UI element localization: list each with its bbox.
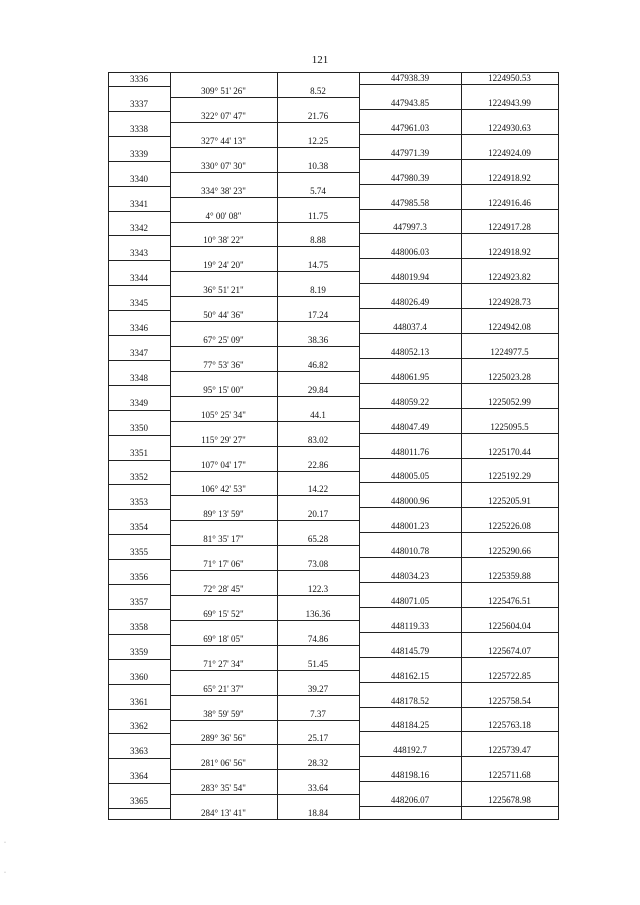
- row-divider: [170, 246, 359, 247]
- y-coordinate: 1224977.5: [490, 346, 529, 357]
- row-divider: [108, 559, 170, 560]
- row-divider: [170, 670, 359, 671]
- point-id: 3359: [130, 646, 148, 657]
- row-divider: [359, 109, 558, 110]
- row-divider: [170, 296, 359, 297]
- point-id: 3345: [130, 298, 148, 309]
- y-coordinate: 1225359.88: [488, 571, 531, 581]
- point-id: 3355: [130, 547, 148, 558]
- y-coordinate: 1224918.92: [488, 172, 531, 183]
- row-divider: [170, 421, 359, 422]
- segment-distance: 8.88: [310, 235, 326, 246]
- segment-distance: 25.17: [307, 733, 329, 744]
- x-coordinate: 448037.4: [393, 322, 427, 332]
- x-coordinate: 448010.78: [390, 546, 430, 557]
- segment-distance: 11.75: [308, 210, 328, 221]
- segment-distance: 28.32: [307, 758, 329, 769]
- row-divider: [170, 446, 359, 447]
- row-divider: [170, 346, 359, 347]
- point-id: 3337: [130, 98, 148, 109]
- row-divider: [359, 184, 558, 185]
- bearing-angle: 71° 17' 06": [203, 559, 244, 570]
- x-coordinate: 447997.3: [393, 222, 427, 233]
- row-divider: [359, 707, 558, 708]
- row-divider: [108, 808, 170, 809]
- row-divider: [359, 283, 558, 284]
- bearing-angle: 19° 24' 20": [203, 260, 244, 271]
- point-id: 3339: [130, 148, 148, 159]
- point-id: 3352: [130, 472, 148, 483]
- y-coordinate: 1224950.53: [488, 73, 531, 83]
- y-coordinate: 1225678.98: [488, 795, 531, 806]
- row-divider: [108, 211, 170, 212]
- y-coordinate: 1225763.18: [488, 720, 531, 731]
- x-coordinate: 448071.05: [390, 595, 430, 606]
- row-divider: [108, 484, 170, 485]
- x-coordinate: 447938.39: [390, 73, 430, 83]
- page-number: 121: [311, 54, 329, 66]
- point-id: 3338: [130, 123, 148, 134]
- y-coordinate: 1225226.08: [488, 521, 531, 532]
- bearing-angle: 283° 35' 54": [201, 783, 246, 794]
- point-id: 3349: [130, 397, 148, 408]
- y-coordinate: 1225170.44: [488, 446, 531, 457]
- row-divider: [170, 371, 359, 372]
- bearing-angle: 72° 28' 45": [203, 584, 244, 594]
- point-id: 3361: [130, 696, 148, 707]
- row-divider: [108, 285, 170, 286]
- y-coordinate: 1225674.07: [488, 645, 531, 656]
- row-divider: [170, 147, 359, 148]
- bearing-angle: 330° 07' 30": [201, 160, 246, 171]
- row-divider: [359, 209, 558, 210]
- row-divider: [170, 271, 359, 272]
- segment-distance: 74.86: [307, 633, 329, 644]
- segment-distance: 8.52: [310, 86, 326, 96]
- row-divider: [108, 86, 170, 87]
- segment-distance: 65.28: [307, 534, 329, 545]
- x-coordinate: 448011.76: [391, 446, 429, 457]
- bearing-angle: 89° 13' 59": [203, 509, 244, 520]
- bearing-angle: 289° 36' 56": [201, 733, 246, 744]
- bearing-angle: 284° 13' 41": [201, 808, 246, 819]
- segment-distance: 38.36: [307, 335, 329, 345]
- row-divider: [359, 258, 558, 259]
- row-divider: [359, 84, 558, 85]
- x-coordinate: 447961.03: [390, 122, 430, 133]
- y-coordinate: 1225095.5: [490, 421, 529, 432]
- bearing-angle: 69° 15' 52": [203, 608, 244, 619]
- y-coordinate: 1225192.29: [488, 471, 531, 482]
- row-divider: [359, 557, 558, 558]
- x-coordinate: 448001.23: [390, 521, 430, 532]
- segment-distance: 122.3: [307, 584, 329, 594]
- row-divider: [108, 534, 170, 535]
- y-coordinate: 1224928.73: [488, 297, 531, 308]
- row-divider: [359, 159, 558, 160]
- row-divider: [170, 595, 359, 596]
- row-divider: [359, 607, 558, 608]
- row-divider: [359, 408, 558, 409]
- row-divider: [170, 720, 359, 721]
- row-divider: [359, 731, 558, 732]
- segment-distance: 51.45: [307, 658, 329, 669]
- bearing-angle: 50° 44' 36": [203, 310, 244, 321]
- row-divider: [108, 435, 170, 436]
- x-coordinate: 448005.05: [390, 471, 430, 482]
- segment-distance: 33.64: [307, 783, 329, 794]
- row-divider: [170, 744, 359, 745]
- row-divider: [359, 657, 558, 658]
- row-divider: [170, 769, 359, 770]
- x-coordinate: 448026.49: [390, 297, 430, 308]
- row-divider: [170, 570, 359, 571]
- point-id: 3344: [130, 273, 148, 284]
- y-coordinate: 1225052.99: [488, 396, 531, 407]
- x-coordinate: 448192.7: [393, 745, 427, 756]
- row-divider: [170, 122, 359, 123]
- point-id: 3350: [130, 422, 148, 433]
- row-divider: [359, 632, 558, 633]
- bearing-angle: 309° 51' 26": [201, 86, 246, 96]
- row-divider: [170, 97, 359, 98]
- segment-distance: 73.08: [307, 559, 329, 570]
- bearing-angle: 107° 04' 17": [201, 459, 246, 470]
- point-id: 3365: [130, 796, 148, 807]
- row-divider: [108, 136, 170, 137]
- y-coordinate: 1225023.28: [488, 371, 531, 382]
- y-coordinate: 1224942.08: [488, 322, 531, 332]
- segment-distance: 44.1: [310, 409, 326, 420]
- point-id: 3358: [130, 621, 148, 632]
- y-coordinate: 1224924.09: [488, 147, 531, 158]
- row-divider: [359, 756, 558, 757]
- point-id: 3356: [130, 572, 148, 582]
- point-id: 3341: [130, 198, 148, 209]
- segment-distance: 5.74: [310, 185, 326, 196]
- bearing-angle: 65° 21' 37": [203, 683, 244, 694]
- x-coordinate: 448198.16: [390, 770, 430, 781]
- row-divider: [170, 794, 359, 795]
- row-divider: [170, 471, 359, 472]
- row-divider: [359, 458, 558, 459]
- x-coordinate: 448059.22: [390, 396, 430, 407]
- point-id: 3340: [130, 173, 148, 184]
- bearing-angle: 81° 35' 17": [203, 534, 244, 545]
- x-coordinate: 448000.96: [390, 496, 430, 507]
- row-divider: [359, 333, 558, 334]
- bearing-angle: 105° 25' 34": [201, 409, 246, 420]
- point-id: 3346: [130, 323, 148, 333]
- point-id: 3364: [130, 771, 148, 782]
- row-divider: [108, 733, 170, 734]
- row-divider: [359, 233, 558, 234]
- segment-distance: 136.36: [305, 608, 331, 619]
- row-divider: [359, 806, 558, 807]
- y-coordinate: 1225290.66: [488, 546, 531, 557]
- point-id: 3357: [130, 596, 148, 607]
- row-divider: [170, 520, 359, 521]
- bearing-angle: 334° 38' 23": [201, 185, 246, 196]
- y-coordinate: 1224917.28: [488, 222, 531, 233]
- x-coordinate: 448119.33: [391, 620, 429, 631]
- row-divider: [108, 758, 170, 759]
- bearing-angle: 4° 00' 08": [205, 210, 242, 221]
- y-coordinate: 1225604.04: [488, 620, 531, 631]
- bearing-angle: 77° 53' 36": [203, 359, 244, 370]
- row-divider: [359, 682, 558, 683]
- segment-distance: 83.02: [307, 434, 329, 445]
- row-divider: [359, 308, 558, 309]
- row-divider: [359, 507, 558, 508]
- row-divider: [359, 582, 558, 583]
- y-coordinate: 1224916.46: [488, 197, 531, 208]
- row-divider: [108, 260, 170, 261]
- row-divider: [108, 310, 170, 311]
- row-divider: [108, 509, 170, 510]
- segment-distance: 29.84: [307, 384, 329, 395]
- bearing-angle: 281° 06' 56": [201, 758, 246, 769]
- row-divider: [170, 645, 359, 646]
- segment-distance: 7.37: [310, 708, 326, 719]
- bearing-angle: 10° 38' 22": [203, 235, 244, 246]
- bearing-angle: 322° 07' 47": [201, 110, 246, 121]
- segment-distance: 39.27: [307, 683, 329, 694]
- y-coordinate: 1225711.68: [488, 770, 531, 781]
- row-divider: [108, 111, 170, 112]
- segment-distance: 22.86: [307, 459, 329, 470]
- bearing-angle: 67° 25' 09": [203, 335, 244, 345]
- segment-distance: 21.76: [307, 110, 329, 121]
- segment-distance: 20.17: [307, 509, 329, 520]
- bearing-angle: 71° 27' 34": [203, 658, 244, 669]
- row-divider: [108, 783, 170, 784]
- y-coordinate: 1225205.91: [488, 496, 531, 507]
- y-coordinate: 1225758.54: [488, 695, 531, 706]
- segment-distance: 12.25: [307, 135, 329, 146]
- point-id: 3342: [130, 223, 148, 234]
- point-id: 3354: [130, 522, 148, 533]
- scan-artifact: ·: [4, 840, 6, 846]
- row-divider: [359, 781, 558, 782]
- row-divider: [170, 172, 359, 173]
- x-coordinate: 448019.94: [390, 272, 430, 283]
- y-coordinate: 1225476.51: [488, 595, 531, 606]
- row-divider: [359, 482, 558, 483]
- scan-artifact: ·: [4, 870, 6, 876]
- point-id: 3353: [130, 497, 148, 508]
- y-coordinate: 1225722.85: [488, 670, 531, 681]
- bearing-angle: 115° 29' 27": [201, 434, 246, 445]
- row-divider: [108, 659, 170, 660]
- x-coordinate: 447980.39: [390, 172, 430, 183]
- bearing-angle: 69° 18' 05": [203, 633, 244, 644]
- row-divider: [359, 383, 558, 384]
- point-id: 3343: [130, 248, 148, 259]
- row-divider: [170, 321, 359, 322]
- x-coordinate: 448178.52: [390, 695, 430, 706]
- row-divider: [108, 684, 170, 685]
- row-divider: [108, 410, 170, 411]
- bearing-angle: 36° 51' 21": [203, 285, 244, 296]
- row-divider: [108, 609, 170, 610]
- x-coordinate: 448034.23: [390, 571, 430, 581]
- point-id: 3336: [130, 74, 148, 84]
- y-coordinate: 1224930.63: [488, 122, 531, 133]
- row-divider: [108, 360, 170, 361]
- bearing-angle: 106° 42' 53": [201, 484, 246, 495]
- segment-distance: 14.75: [307, 260, 329, 271]
- column-line: [558, 72, 559, 820]
- row-divider: [108, 335, 170, 336]
- x-coordinate: 447971.39: [390, 147, 430, 158]
- segment-distance: 17.24: [307, 310, 329, 321]
- row-divider: [108, 709, 170, 710]
- x-coordinate: 448061.95: [390, 371, 430, 382]
- row-divider: [359, 358, 558, 359]
- row-divider: [170, 819, 359, 820]
- row-divider: [108, 460, 170, 461]
- segment-distance: 18.84: [307, 808, 329, 819]
- segment-distance: 46.82: [307, 359, 329, 370]
- x-coordinate: 448145.79: [390, 645, 430, 656]
- row-divider: [170, 495, 359, 496]
- row-divider: [359, 433, 558, 434]
- bearing-angle: 38° 59' 59": [203, 708, 244, 719]
- point-id: 3348: [130, 372, 148, 383]
- row-divider: [170, 197, 359, 198]
- row-divider: [170, 222, 359, 223]
- bearing-angle: 327° 44' 13": [201, 135, 246, 146]
- row-divider: [170, 396, 359, 397]
- coordinates-table: [108, 72, 558, 820]
- x-coordinate: 448052.13: [390, 346, 430, 357]
- segment-distance: 10.38: [307, 160, 329, 171]
- x-coordinate: 447943.85: [390, 97, 430, 108]
- row-divider: [108, 584, 170, 585]
- point-id: 3363: [130, 746, 148, 757]
- y-coordinate: 1224923.82: [488, 272, 531, 283]
- row-divider: [359, 134, 558, 135]
- point-id: 3347: [130, 347, 148, 358]
- y-coordinate: 1224918.92: [488, 247, 531, 258]
- row-divider: [170, 545, 359, 546]
- row-divider: [108, 385, 170, 386]
- row-divider: [170, 620, 359, 621]
- x-coordinate: 448006.03: [390, 247, 430, 258]
- bearing-angle: 95° 15' 00": [203, 384, 244, 395]
- point-id: 3351: [130, 447, 148, 458]
- y-coordinate: 1225739.47: [488, 745, 531, 756]
- row-divider: [108, 235, 170, 236]
- x-coordinate: 448047.49: [390, 421, 430, 432]
- row-divider: [108, 161, 170, 162]
- row-divider: [170, 695, 359, 696]
- segment-distance: 8.19: [310, 285, 326, 296]
- row-divider: [108, 186, 170, 187]
- segment-distance: 14.22: [307, 484, 329, 495]
- y-coordinate: 1224943.99: [488, 97, 531, 108]
- x-coordinate: 447985.58: [390, 197, 430, 208]
- x-coordinate: 448162.15: [390, 670, 430, 681]
- row-divider: [359, 532, 558, 533]
- point-id: 3360: [130, 671, 148, 682]
- x-coordinate: 448206.07: [390, 795, 430, 806]
- x-coordinate: 448184.25: [390, 720, 430, 731]
- row-divider: [108, 634, 170, 635]
- point-id: 3362: [130, 721, 148, 732]
